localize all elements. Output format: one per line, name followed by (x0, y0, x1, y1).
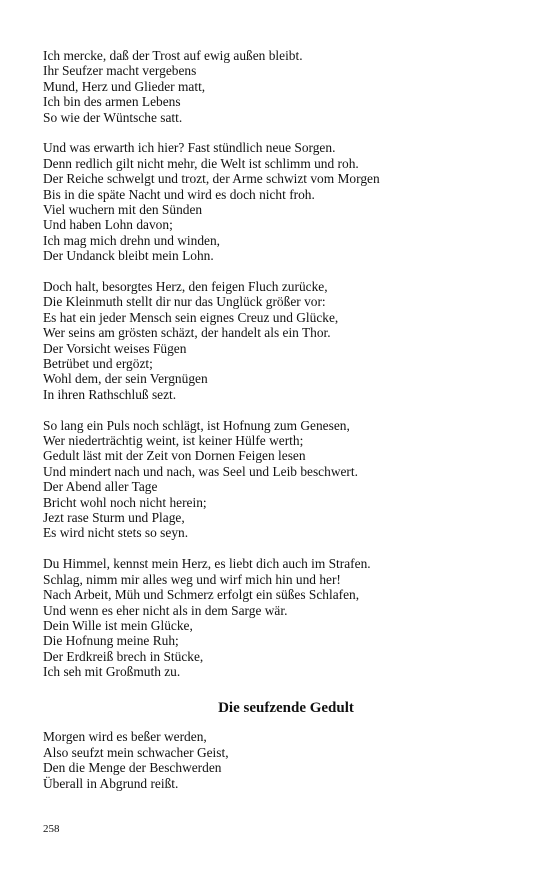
verse-line: Es hat ein jeder Mensch sein eignes Creuz und Glücke, (43, 309, 339, 325)
verse-line: In ihren Rathschluß sezt. (43, 386, 177, 402)
verse-line: Es wird nicht stets so seyn. (43, 525, 189, 541)
verse-line: Die Hofnung meine Ruh; (43, 633, 179, 649)
verse-line: So wie der Wüntsche satt. (43, 109, 183, 125)
verse-line: Also seufzt mein schwacher Geist, (43, 744, 229, 760)
verse-line: So lang ein Puls noch schlägt, ist Hofnung zum Genesen, (43, 417, 350, 433)
stanza-5 (43, 556, 513, 679)
verse-line: Betrübet und ergözt; (43, 356, 153, 372)
verse-line: Ich mag mich drehn und winden, (43, 232, 221, 248)
verse-line: Ich seh mit Großmuth zu. (43, 664, 181, 680)
verse-line: Und mindert nach und nach, was Seel und Leib beschwert. (43, 463, 358, 479)
page-number: 258 (43, 823, 60, 835)
verse-line: Die Kleinmuth stellt dir nur das Unglück größer vor: (43, 294, 326, 310)
stanza-3 (43, 279, 513, 402)
verse-line: Gedult läst mit der Zeit von Dornen Feigen lesen (43, 448, 306, 464)
verse-line: Doch halt, besorgtes Herz, den feigen Fluch zurücke, (43, 279, 328, 295)
verse-line: Mund, Herz und Glieder matt, (43, 78, 206, 94)
verse-line: Wer seins am grösten schäzt, der handelt als ein Thor. (43, 325, 331, 341)
verse-line: Der Reiche schwelgt und trozt, der Arme schwizt vom Morgen (43, 171, 380, 187)
verse-line: Der Undanck bleibt mein Lohn. (43, 248, 214, 264)
stanza-next-poem (43, 729, 513, 791)
verse-line: Bricht wohl noch nicht herein; (43, 494, 207, 510)
verse-line: Überall in Abgrund reißt. (43, 775, 179, 791)
page-body (43, 48, 513, 807)
verse-line: Nach Arbeit, Müh und Schmerz erfolgt ein süßes Schlafen, (43, 587, 360, 603)
verse-line: Viel wuchern mit den Sünden (43, 202, 203, 218)
verse-line: Wer niederträchtig weint, ist keiner Hülfe werth; (43, 433, 304, 449)
verse-line: Der Vorsicht weises Fügen (43, 340, 187, 356)
verse-line: Der Abend aller Tage (43, 479, 158, 495)
stanza-2 (43, 140, 513, 263)
verse-line: Und haben Lohn davon; (43, 217, 173, 233)
stanza-4 (43, 418, 513, 541)
verse-line: Dein Wille ist mein Glücke, (43, 617, 193, 633)
verse-line: Jezt rase Sturm und Plage, (43, 510, 185, 526)
verse-line: Und was erwarth ich hier? Fast stündlich neue Sorgen. (43, 140, 336, 156)
verse-line: Ihr Seufzer macht vergebens (43, 63, 197, 79)
verse-line: Und wenn es eher nicht als in dem Sarge wär. (43, 602, 288, 618)
stanza-1 (43, 48, 513, 125)
verse-line: Bis in die späte Nacht und wird es doch nicht froh. (43, 186, 315, 202)
verse-line: Den die Menge der Beschwerden (43, 760, 222, 776)
verse-line: Ich bin des armen Lebens (43, 94, 181, 110)
verse-line: Schlag, nimm mir alles weg und wirf mich hin und her! (43, 571, 341, 587)
verse-line: Ich mercke, daß der Trost auf ewig außen bleibt. (43, 48, 303, 63)
poem-title: Die seufzende Gedult (218, 700, 354, 717)
verse-line: Der Erdkreiß brech in Stücke, (43, 648, 204, 664)
verse-line: Du Himmel, kennst mein Herz, es liebt dich auch im Strafen. (43, 556, 371, 572)
verse-line: Wohl dem, der sein Vergnügen (43, 371, 208, 387)
verse-line: Morgen wird es beßer werden, (43, 729, 207, 745)
verse-line: Denn redlich gilt nicht mehr, die Welt ist schlimm und roh. (43, 155, 359, 171)
